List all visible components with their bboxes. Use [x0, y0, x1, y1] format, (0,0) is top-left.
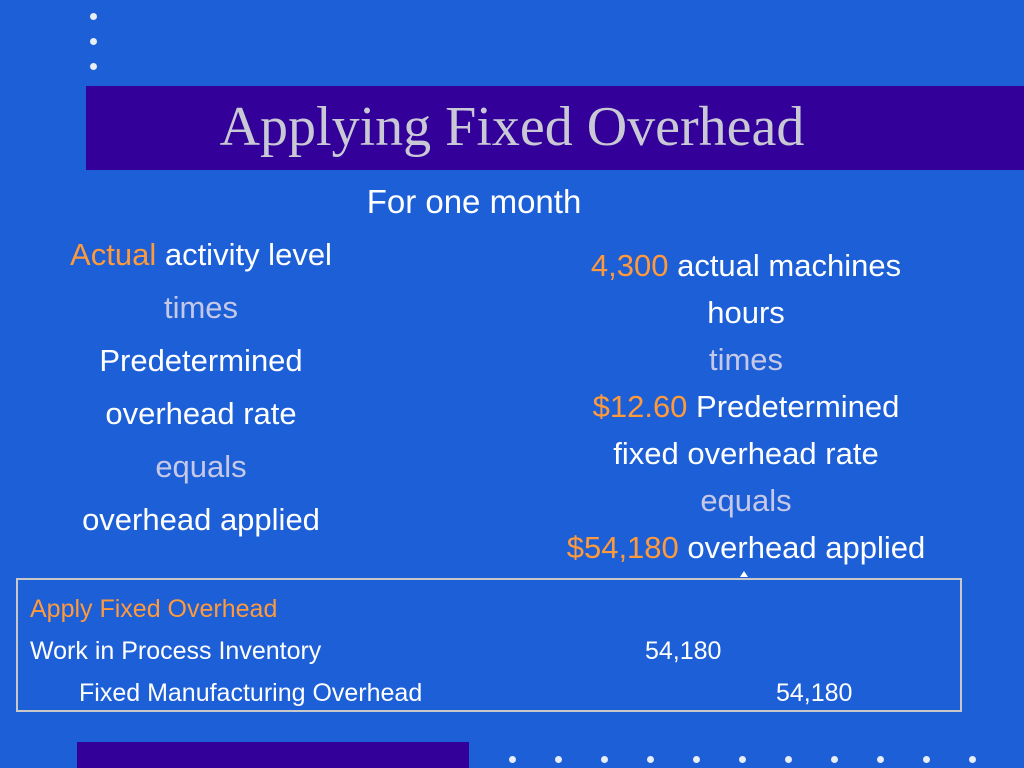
predetermined-text: Predetermined: [99, 343, 303, 378]
fixed-overhead-rate-text: fixed overhead rate: [613, 436, 879, 471]
equals-connector: equals: [155, 449, 247, 484]
decor-dot: [555, 756, 562, 763]
decor-dot: [90, 38, 97, 45]
decor-dot: [831, 756, 838, 763]
formula-line-activity: [0, 228, 402, 281]
decor-dot: [739, 756, 746, 763]
formula-column: [0, 228, 402, 546]
bottom-band: [77, 742, 469, 768]
decor-dot: [90, 13, 97, 20]
example-column: [496, 242, 996, 571]
decor-dot: [90, 63, 97, 70]
decor-dot: [601, 756, 608, 763]
predetermined-text: Predetermined: [687, 389, 900, 424]
rate-value: $12.60: [592, 389, 688, 424]
actual-machines-text: actual machines: [668, 248, 902, 283]
decor-dot: [785, 756, 792, 763]
slide-subtitle: For one month: [366, 183, 582, 220]
applied-line: [496, 524, 996, 571]
times-connector: times: [708, 342, 784, 377]
applied-value: $54,180: [566, 530, 679, 565]
activity-level-text: activity level: [156, 237, 332, 272]
rate-line: [496, 383, 996, 430]
credit-account: Fixed Manufacturing Overhead: [79, 679, 423, 707]
journal-entry-box: [16, 578, 962, 712]
actual-highlight: Actual: [70, 237, 157, 272]
decor-dot: [509, 756, 516, 763]
equals-connector: equals: [700, 483, 792, 518]
debit-account: Work in Process Inventory: [30, 637, 322, 665]
decor-dot: [923, 756, 930, 763]
hours-value: 4,300: [590, 248, 669, 283]
times-connector: times: [163, 290, 239, 325]
credit-amount: 54,180: [776, 679, 853, 707]
decor-dot: [877, 756, 884, 763]
hours-text: hours: [707, 295, 785, 330]
slide-title: Applying Fixed Overhead: [219, 96, 805, 158]
debit-amount: 54,180: [645, 637, 722, 665]
overhead-applied-text: overhead applied: [678, 530, 926, 565]
overhead-applied-text: overhead applied: [82, 502, 320, 537]
journal-heading: Apply Fixed Overhead: [30, 595, 278, 623]
decor-dot: [647, 756, 654, 763]
machine-hours-line: [496, 242, 996, 289]
decor-dot: [693, 756, 700, 763]
overhead-rate-text: overhead rate: [105, 396, 297, 431]
mouse-pointer-icon: [740, 571, 748, 577]
decor-dot: [969, 756, 976, 763]
